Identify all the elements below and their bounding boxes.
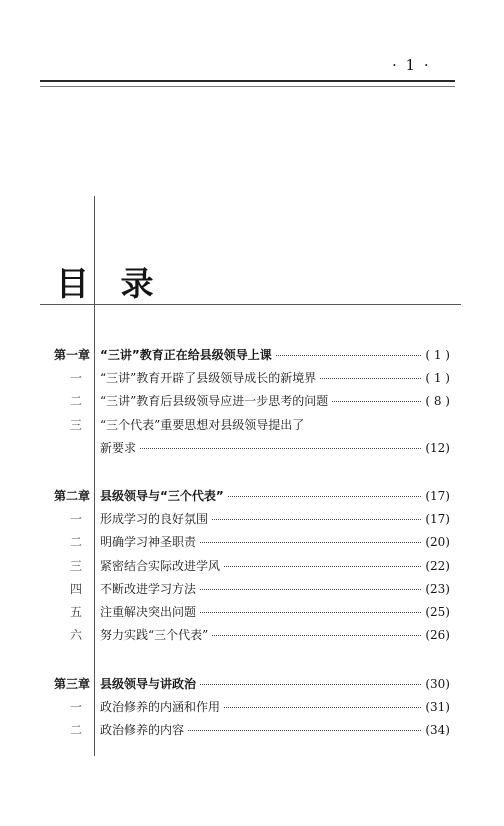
page-ref: (23)	[425, 581, 450, 596]
section-row	[0, 718, 504, 740]
section-number: 一	[69, 512, 82, 527]
page-ref: (31)	[425, 700, 450, 715]
chapter-label: 第一章	[53, 348, 90, 362]
section-number: 二	[69, 723, 82, 738]
leader-dots	[200, 581, 421, 590]
leader-dots	[212, 511, 421, 520]
leader-dots	[200, 534, 421, 543]
section-row	[0, 554, 504, 576]
page-ref: (30)	[425, 677, 450, 691]
leader-dots	[200, 676, 421, 685]
page-ref: (26)	[425, 628, 450, 643]
section-title: 明确学习神圣职责	[100, 535, 197, 550]
chapter-title: 县级领导与“三个代表”	[100, 489, 224, 503]
section-row	[0, 366, 504, 388]
section-title: 努力实践“三个代表”	[100, 628, 209, 643]
section-number: 二	[69, 535, 82, 550]
page-ref: (20)	[425, 535, 450, 550]
leader-dots	[140, 440, 421, 449]
chapter-label: 第三章	[53, 677, 90, 691]
section-number: 二	[69, 394, 82, 409]
leader-dots	[276, 347, 422, 356]
section-title: 不断改进学习方法	[100, 581, 197, 596]
chapter-row	[0, 343, 504, 365]
chapter-row	[0, 672, 504, 694]
leader-dots	[212, 627, 421, 636]
section-title: 新要求	[100, 440, 137, 455]
section-number: 一	[69, 371, 82, 386]
leader-dots	[224, 699, 421, 708]
section-row	[0, 577, 504, 599]
chapter-title: 县级领导与讲政治	[100, 677, 197, 691]
title-rule	[40, 304, 461, 305]
section-number: 三	[69, 558, 82, 573]
section-title: “三讲”教育开辟了县级领导成长的新境界	[100, 371, 317, 386]
section-title: 紧密结合实际改进学风	[100, 558, 221, 573]
section-title: “三讲”教育后县级领导应进一步思考的问题	[100, 394, 329, 409]
page-ref: ( 1 )	[425, 348, 450, 362]
page-ref: (12)	[425, 440, 450, 455]
section-row	[0, 600, 504, 622]
section-title: 注重解决突出问题	[100, 605, 197, 619]
section-number: 四	[69, 581, 82, 596]
section-row	[0, 530, 504, 552]
page-ref: (22)	[425, 558, 450, 573]
chapter-row	[0, 484, 504, 506]
section-number: 五	[69, 605, 82, 619]
section-row	[0, 389, 504, 411]
section-number: 三	[69, 417, 82, 432]
page-ref: ( 1 )	[425, 371, 450, 386]
section-row	[0, 413, 504, 435]
chapter-label: 第二章	[53, 489, 90, 503]
toc-title: 目 录	[56, 264, 164, 303]
header-rule-thin	[40, 86, 455, 87]
page-ref: (17)	[425, 512, 450, 527]
section-row	[0, 623, 504, 645]
page-ref: (34)	[425, 723, 450, 738]
section-title: 政治修养的内容	[100, 723, 185, 738]
chapter-title: “三讲”教育正在给县级领导上课	[100, 348, 272, 362]
leader-dots	[320, 370, 421, 379]
page-number: · 1 ·	[392, 56, 431, 74]
section-title: “三个代表”重要思想对县级领导提出了	[100, 417, 305, 432]
leader-dots	[332, 393, 421, 402]
section-row	[0, 695, 504, 717]
section-number: 六	[69, 628, 82, 643]
page-ref: (25)	[425, 605, 450, 619]
leader-dots	[228, 488, 422, 497]
page-ref: ( 8 )	[425, 394, 450, 409]
section-row	[0, 436, 504, 458]
section-number: 一	[69, 700, 82, 715]
leader-dots	[188, 722, 421, 731]
section-title: 政治修养的内涵和作用	[100, 700, 221, 715]
section-title: 形成学习的良好氛围	[100, 512, 209, 527]
section-row	[0, 507, 504, 529]
leader-dots	[200, 604, 421, 613]
header-rule	[40, 80, 455, 82]
page-ref: (17)	[425, 489, 450, 503]
leader-dots	[224, 558, 421, 567]
